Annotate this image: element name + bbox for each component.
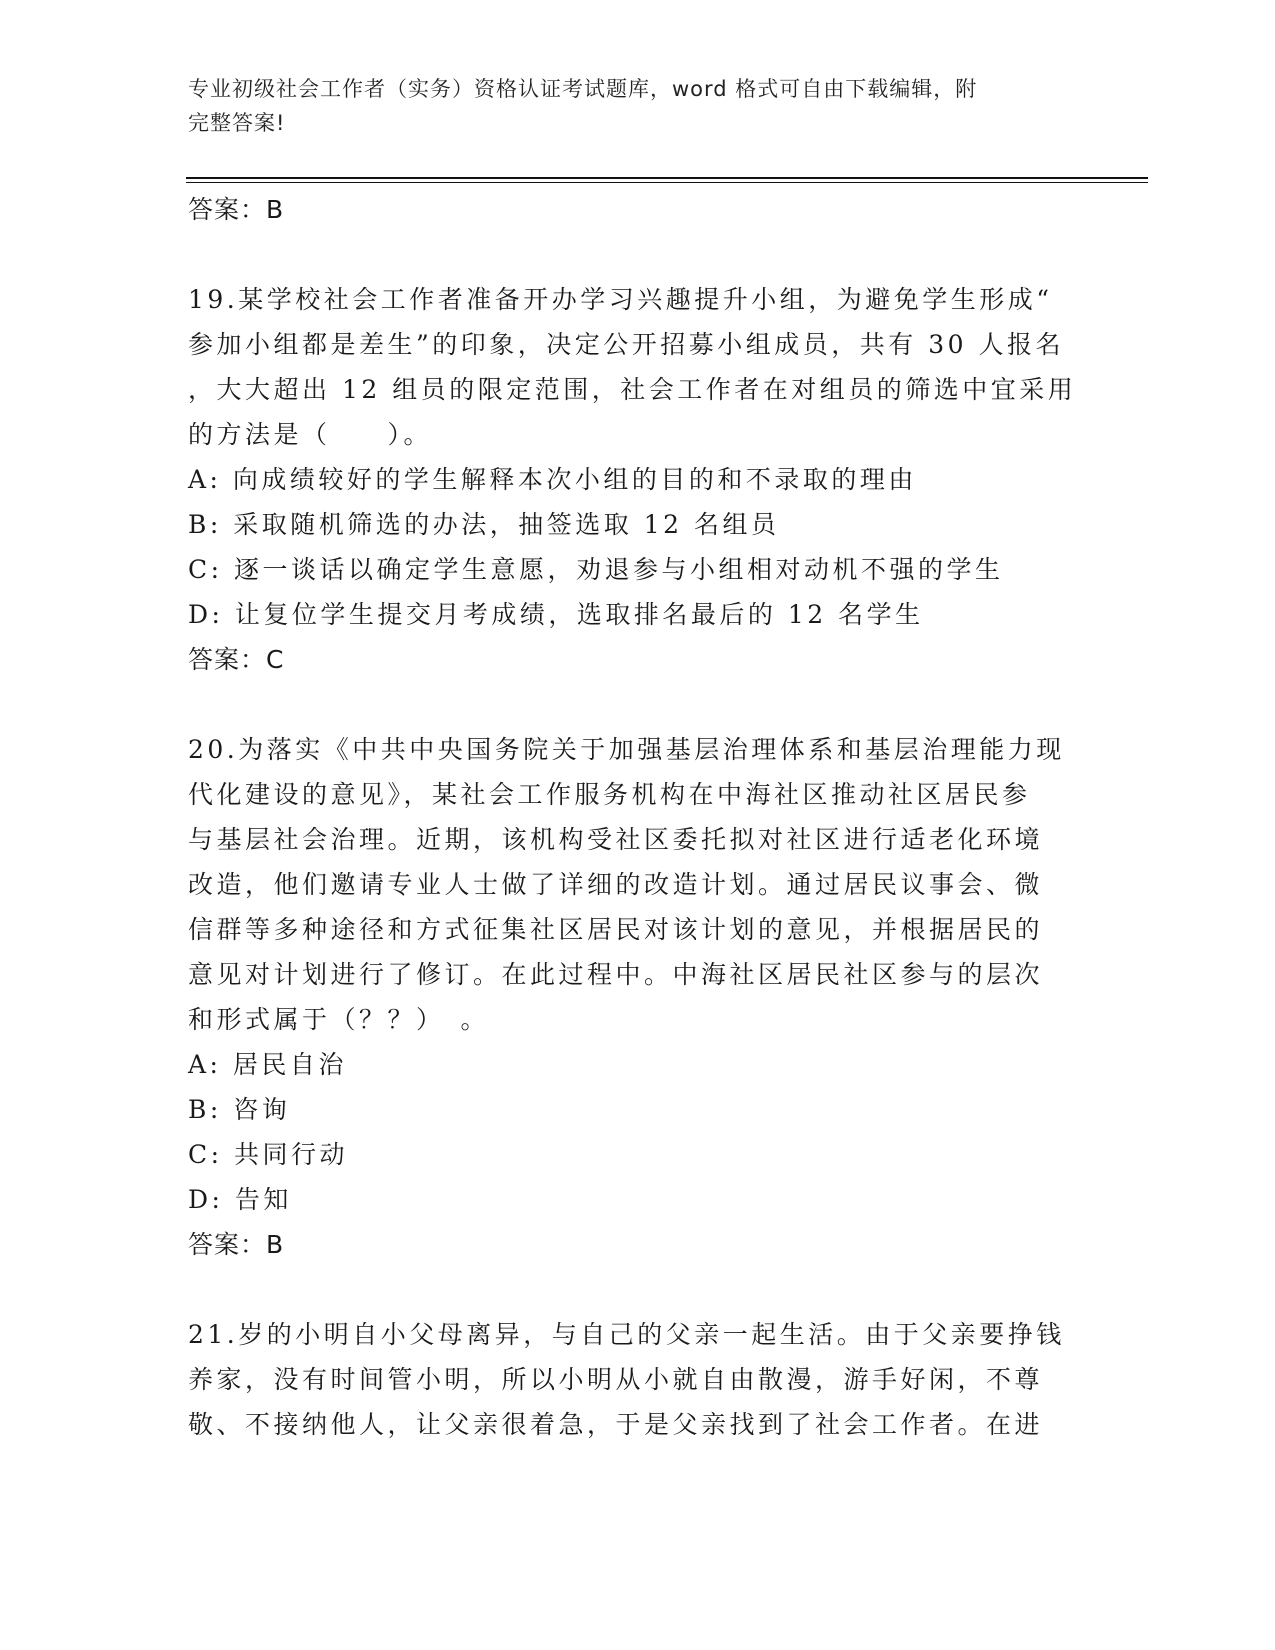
question-text-line: 敬、不接纳他人，让父亲很着急，于是父亲找到了社会工作者。在进: [188, 1410, 1044, 1439]
question-text-line: 20.为落实《中共中央国务院关于加强基层治理体系和基层治理能力现: [188, 735, 1065, 764]
question-20: [188, 727, 1068, 1267]
option-d: D: 告知: [188, 1185, 292, 1214]
question-text-line: 和形式属于（？？） 。: [188, 1005, 490, 1034]
question-19: [188, 277, 1077, 682]
question-text-line: 19.某学校社会工作者准备开办学习兴趣提升小组，为避免学生形成“: [188, 285, 1053, 314]
question-text-line: 代化建设的意见》，某社会工作服务机构在中海社区推动社区居民参: [188, 780, 1031, 809]
option-b: B: 采取随机筛选的办法，抽签选取 12 名组员: [188, 510, 780, 539]
page-header: [188, 72, 1068, 140]
option-d: D: 让复位学生提交月考成绩，选取排名最后的 12 名学生: [188, 600, 924, 629]
answer-line: 答案：C: [188, 645, 285, 674]
question-21: [188, 1312, 1068, 1447]
question-text-line: 参加小组都是差生”的印象，决定公开招募小组成员，共有 30 人报名: [188, 330, 1064, 359]
answer-line: 答案：B: [188, 195, 285, 224]
question-content: [188, 187, 1077, 1447]
header-line-2: 完整答案!: [188, 111, 286, 135]
option-a: A: 向成绩较好的学生解释本次小组的目的和不录取的理由: [188, 465, 917, 494]
question-text-line: 改造，他们邀请专业人士做了详细的改造计划。通过居民议事会、微: [188, 870, 1044, 899]
question-text-line: 养家，没有时间管小明，所以小明从小就自由散漫，游手好闲，不尊: [188, 1365, 1044, 1394]
question-text-line: 与基层社会治理。近期，该机构受社区委托拟对社区进行适老化环境: [188, 825, 1044, 854]
question-text-line: 信群等多种途径和方式征集社区居民对该计划的意见，并根据居民的: [188, 915, 1044, 944]
header-divider-thin: [186, 182, 1148, 183]
option-c: C: 共同行动: [188, 1140, 348, 1169]
spacer: [188, 232, 1068, 277]
spacer: [188, 682, 1068, 727]
question-text-line: 意见对计划进行了修订。在此过程中。中海社区居民社区参与的层次: [188, 960, 1044, 989]
header-line-1: 专业初级社会工作者（实务）资格认证考试题库，word 格式可自由下载编辑，附: [188, 77, 978, 101]
answer-line: 答案：B: [188, 1230, 285, 1259]
question-text-line: 21.岁的小明自小父母离异，与自己的父亲一起生活。由于父亲要挣钱: [188, 1320, 1065, 1349]
header-divider-thick: [186, 177, 1148, 179]
option-b: B: 咨询: [188, 1095, 291, 1124]
option-a: A: 居民自治: [188, 1050, 347, 1079]
option-c: C: 逐一谈话以确定学生意愿，劝退参与小组相对动机不强的学生: [188, 555, 1004, 584]
question-text-line: ，大大超出 12 组员的限定范围，社会工作者在对组员的筛选中宜采用: [188, 375, 1077, 404]
question-text-line: 的方法是（ ）。: [188, 420, 433, 449]
spacer: [188, 1267, 1068, 1312]
